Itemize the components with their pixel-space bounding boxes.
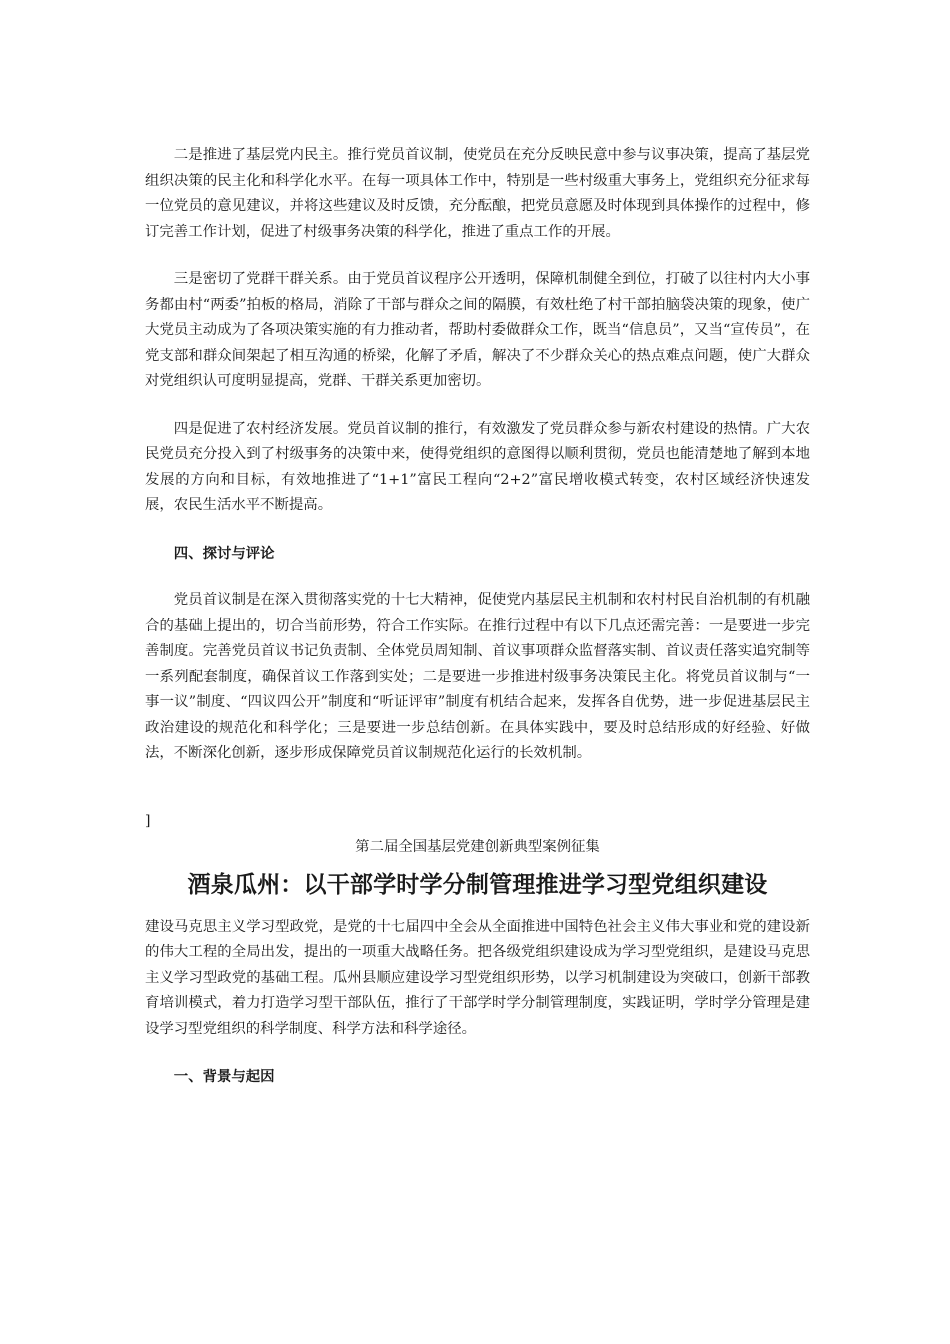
case-subtitle: 第二届全国基层党建创新典型案例征集 bbox=[355, 838, 600, 855]
bracket-mark: ] bbox=[145, 812, 151, 829]
paragraph-party-masses: 三是密切了党群干群关系。由于党员首议程序公开透明，保障机制健全到位，打破了以往村内大小事务都由村“两委”拍板的格局，消除了干部与群众之间的隔膜，有效杜绝了村干部拍脑袋决策的现象，使广大党员主动成为了各项决策实施的有力推动者，帮助村委做群众工作，既当“信息员”，又当“宣传员”，在党支部和群众间架起了相互沟通的桥梁，化解了矛盾，解决了不少群众关心的热点难点问题，使广大群众对党组织认可度明显提高，党群、干群关系更加密切。 bbox=[145, 271, 810, 389]
case-title: 酒泉瓜州：以干部学时学分制管理推进学习型党组织建设 bbox=[187, 870, 768, 898]
section-heading-background: 一、背景与起因 bbox=[173, 1068, 275, 1085]
section-heading-discussion: 四、探讨与评论 bbox=[173, 544, 275, 562]
paragraph-discussion: 党员首议制是在深入贯彻落实党的十七大精神，促使党内基层民主机制和农村村民自治机制的有机融合的基础上提出的，切合当前形势，符合工作实际。在推行过程中有以下几点还需完善：一是要进一步完善制度。完善党员首议书记负责制、全体党员周知制、首议事项群众监督落实制、首议责任落实追究制等一系列配套制度，确保首议工作落到实处；二是要进一步推进村级事务决策民主化。将党员首议制与“一事一议”制度、“四议四公开”制度和“听证评审”制度有机结合起来，发挥各自优势，进一步促进基层民主政治建设的规范化和科学化；三是要进一步总结创新。在具体实践中，要及时总结形成的好经验、好做法，不断深化创新，逐步形成保障党员首议制规范化运行的长效机制。 bbox=[145, 592, 810, 761]
paragraph-democracy: 二是推进了基层党内民主。推行党员首议制，使党员在充分反映民意中参与议事决策，提高了基层党组织决策的民主化和科学化水平。在每一项具体工作中，特别是一些村级重大事务上，党组织充分征求每一位党员的意见建议，并将这些建议及时反馈，充分酝酿，把党员意愿及时体现到具体操作的过程中，修订完善工作计划，促进了村级事务决策的科学化，推进了重点工作的开展。 bbox=[145, 147, 810, 240]
paragraph-economy: 四是促进了农村经济发展。党员首议制的推行，有效激发了党员群众参与新农村建设的热情。广大农民党员充分投入到了村级事务的决策中来，使得党组织的意图得以顺利贯彻，党员也能清楚地了解到本地发展的方向和目标，有效地推进了“1+1”富民工程向“2+2”富民增收模式转变，农村区域经济快速发展，农民生活水平不断提高。 bbox=[145, 420, 810, 513]
document-page bbox=[145, 143, 810, 1090]
paragraph-intro: 建设马克思主义学习型政党，是党的十七届四中全会从全面推进中国特色社会主义伟大事业和党的建设新的伟大工程的全局出发，提出的一项重大战略任务。把各级党组织建设成为学习型党组织，是建设马克思主义学习型政党的基础工程。瓜州县顺应建设学习型党组织形势，以学习机制建设为突破口，创新干部教育培训模式，着力打造学习型干部队伍，推行了干部学时学分制管理制度，实践证明，学时学分管理是建设学习型党组织的科学制度、科学方法和科学途径。 bbox=[145, 918, 810, 1037]
